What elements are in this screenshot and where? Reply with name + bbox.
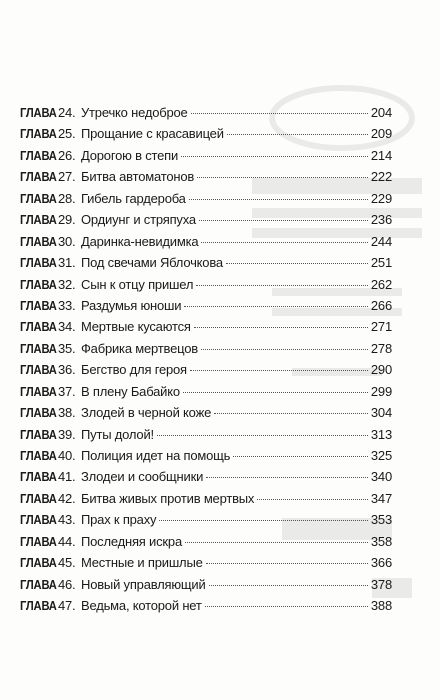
chapter-title: Ведьма, которой нет	[81, 598, 202, 614]
dot-leader	[209, 585, 368, 586]
chapter-title: Фабрика мертвецов	[81, 340, 198, 356]
chapter-word: ГЛАВА	[20, 190, 57, 206]
toc-entry	[20, 427, 392, 448]
page-number: 222	[370, 169, 392, 185]
chapter-title: Мертвые кусаются	[81, 319, 191, 335]
chapter-number: 46.	[58, 576, 76, 592]
chapter-title: Злодей в черной коже	[81, 405, 212, 421]
toc-entry	[20, 469, 392, 490]
toc-entry	[20, 491, 392, 512]
chapter-word: ГЛАВА	[20, 512, 57, 528]
toc-entry	[20, 341, 392, 362]
chapter-word: ГЛАВА	[20, 405, 57, 421]
chapter-title: Дорогою в степи	[81, 147, 179, 163]
dot-leader	[201, 242, 368, 243]
chapter-number: 43.	[58, 512, 76, 528]
chapter-word: ГЛАВА	[20, 340, 57, 356]
page-number: 347	[370, 490, 392, 506]
chapter-title: Местные и пришлые	[81, 555, 203, 571]
toc-entry	[20, 126, 392, 147]
chapter-word: ГЛАВА	[20, 598, 57, 614]
chapter-number: 40.	[58, 448, 76, 463]
toc-entry	[20, 212, 392, 233]
chapter-title: В плену Бабайко	[81, 383, 180, 399]
dot-leader	[206, 563, 368, 564]
dot-leader	[184, 306, 368, 307]
dot-leader	[185, 542, 368, 543]
toc-entry	[20, 255, 392, 276]
chapter-title: Битва автоматонов	[81, 169, 195, 185]
chapter-title: Новый управляющий	[81, 576, 206, 592]
dot-leader	[189, 199, 368, 200]
page-number: 236	[370, 212, 392, 228]
dot-leader	[226, 263, 368, 264]
chapter-number: 26.	[58, 147, 76, 163]
dot-leader	[205, 606, 368, 607]
page-number: 353	[370, 512, 392, 528]
chapter-number: 47.	[58, 598, 76, 614]
chapter-title: Полиция идет на помощь	[81, 448, 231, 463]
dot-leader	[197, 177, 368, 178]
chapter-number: 41.	[58, 469, 76, 485]
page-number: 209	[370, 126, 392, 142]
chapter-word: ГЛАВА	[20, 448, 57, 463]
toc-entry	[20, 191, 392, 212]
dot-leader	[196, 285, 368, 286]
chapter-number: 24.	[58, 105, 76, 120]
chapter-word: ГЛАВА	[20, 426, 57, 442]
toc-entry	[20, 277, 392, 298]
toc-entry	[20, 384, 392, 405]
dot-leader	[183, 392, 368, 393]
page-number: 378	[370, 576, 392, 592]
page-number: 290	[370, 362, 392, 378]
page-number: 340	[370, 469, 392, 485]
dot-leader	[214, 413, 368, 414]
chapter-word: ГЛАВА	[20, 276, 57, 292]
toc-entry	[20, 234, 392, 255]
dot-leader	[194, 327, 368, 328]
chapter-number: 35.	[58, 340, 76, 356]
page-number: 262	[370, 276, 392, 292]
chapter-number: 28.	[58, 190, 76, 206]
toc-entry	[20, 298, 392, 319]
chapter-number: 39.	[58, 426, 76, 442]
page-number: 204	[370, 105, 392, 120]
page-number: 214	[370, 147, 392, 163]
chapter-title: Под свечами Яблочкова	[81, 255, 223, 271]
chapter-word: ГЛАВА	[20, 297, 57, 313]
dot-leader	[201, 349, 368, 350]
chapter-number: 44.	[58, 533, 76, 549]
chapter-word: ГЛАВА	[20, 105, 57, 120]
chapter-title: Утречко недоброе	[81, 105, 188, 120]
toc-entry	[20, 448, 392, 469]
chapter-number: 34.	[58, 319, 76, 335]
chapter-word: ГЛАВА	[20, 490, 57, 506]
page-number: 299	[370, 383, 392, 399]
dot-leader	[191, 113, 368, 114]
chapter-word: ГЛАВА	[20, 362, 57, 378]
dot-leader	[190, 370, 368, 371]
chapter-title: Путы долой!	[81, 426, 154, 442]
toc-entry	[20, 577, 392, 598]
chapter-title: Прах к праху	[81, 512, 157, 528]
page-number: 325	[370, 448, 392, 463]
chapter-number: 25.	[58, 126, 76, 142]
page-number: 266	[370, 297, 392, 313]
chapter-title: Гибель гардероба	[81, 190, 186, 206]
page-number: 358	[370, 533, 392, 549]
chapter-number: 30.	[58, 233, 76, 249]
chapter-title: Даринка-невидимка	[81, 233, 199, 249]
chapter-word: ГЛАВА	[20, 233, 57, 249]
page-number: 251	[370, 255, 392, 271]
dot-leader	[159, 520, 368, 521]
chapter-word: ГЛАВА	[20, 255, 57, 271]
page-number: 366	[370, 555, 392, 571]
chapter-number: 32.	[58, 276, 76, 292]
dot-leader	[181, 156, 368, 157]
page-number: 388	[370, 598, 392, 614]
toc-entry	[20, 169, 392, 190]
toc-entry	[20, 362, 392, 383]
chapter-title: Прощание с красавицей	[81, 126, 224, 142]
chapter-word: ГЛАВА	[20, 319, 57, 335]
toc-entry	[20, 405, 392, 426]
toc-entry	[20, 512, 392, 533]
chapter-number: 27.	[58, 169, 76, 185]
dot-leader	[206, 477, 368, 478]
chapter-number: 31.	[58, 255, 76, 271]
page-number: 304	[370, 405, 392, 421]
page-number: 313	[370, 426, 392, 442]
toc-entry	[20, 148, 392, 169]
chapter-number: 42.	[58, 490, 76, 506]
chapter-title: Бегство для героя	[81, 362, 187, 378]
chapter-word: ГЛАВА	[20, 555, 57, 571]
chapter-word: ГЛАВА	[20, 469, 57, 485]
chapter-number: 29.	[58, 212, 76, 228]
chapter-word: ГЛАВА	[20, 169, 57, 185]
toc-entry	[20, 534, 392, 555]
page-number: 229	[370, 190, 392, 206]
chapter-number: 33.	[58, 297, 76, 313]
chapter-word: ГЛАВА	[20, 126, 57, 142]
chapter-title: Сын к отцу пришел	[81, 276, 194, 292]
chapter-number: 38.	[58, 405, 76, 421]
page-number: 271	[370, 319, 392, 335]
chapter-title: Злодеи и сообщники	[81, 469, 204, 485]
chapter-number: 37.	[58, 383, 76, 399]
dot-leader	[199, 220, 368, 221]
chapter-word: ГЛАВА	[20, 147, 57, 163]
dot-leader	[257, 499, 368, 500]
toc-entry	[20, 598, 392, 619]
chapter-title: Последняя искра	[81, 533, 182, 549]
toc-entry	[20, 319, 392, 340]
dot-leader	[157, 435, 368, 436]
chapter-word: ГЛАВА	[20, 576, 57, 592]
chapter-word: ГЛАВА	[20, 533, 57, 549]
chapter-number: 36.	[58, 362, 76, 378]
chapter-word: ГЛАВА	[20, 212, 57, 228]
table-of-contents	[20, 105, 392, 620]
chapter-title: Битва живых против мертвых	[81, 490, 255, 506]
dot-leader	[233, 456, 368, 457]
chapter-number: 45.	[58, 555, 76, 571]
page-number: 244	[370, 233, 392, 249]
chapter-title: Ордиунг и стряпуха	[81, 212, 196, 228]
toc-entry	[20, 555, 392, 576]
page-number: 278	[370, 340, 392, 356]
dot-leader	[227, 134, 368, 135]
chapter-title: Раздумья юноши	[81, 297, 182, 313]
chapter-word: ГЛАВА	[20, 383, 57, 399]
toc-entry	[20, 105, 392, 126]
